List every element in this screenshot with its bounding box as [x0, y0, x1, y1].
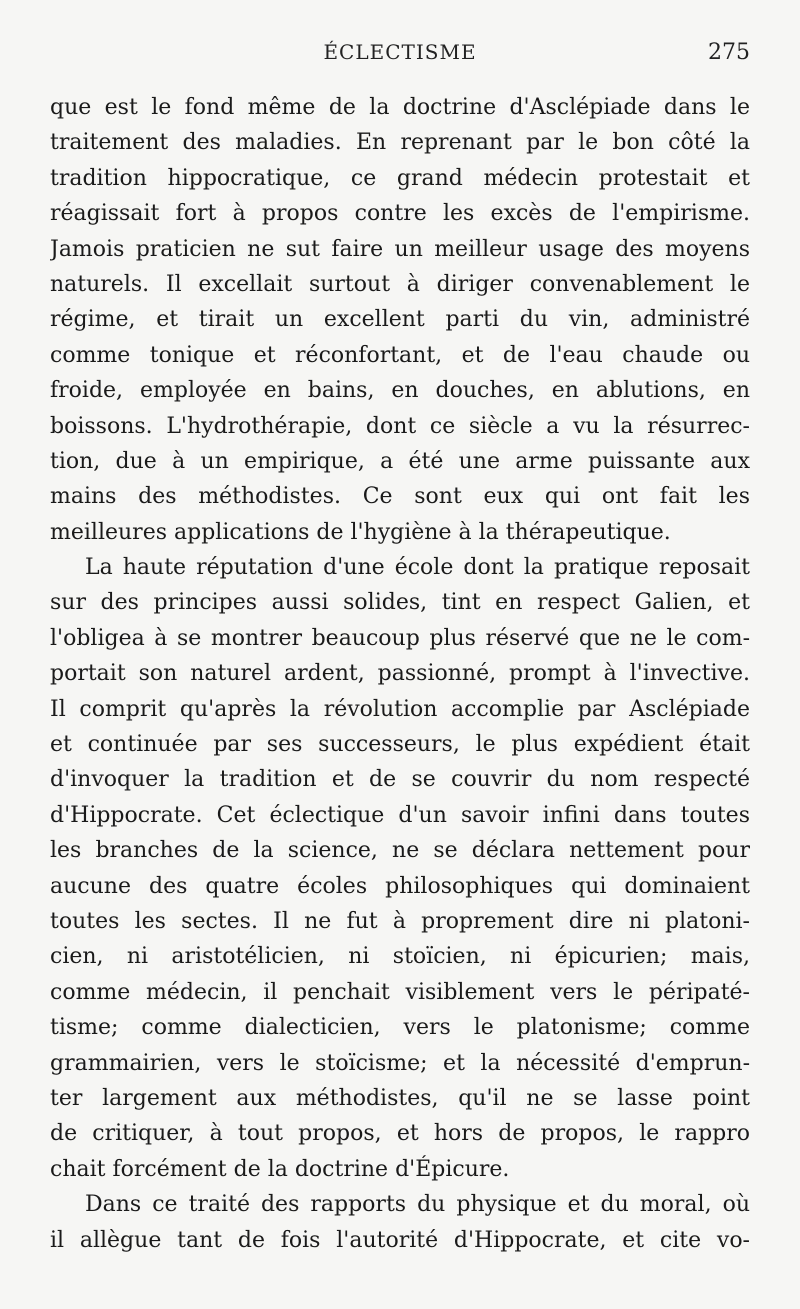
- text-line: toutes les sectes. Il ne fut à proprement dire ni platoni-: [50, 908, 750, 934]
- text-line: et continuée par ses successeurs, le plus expédient était: [50, 732, 750, 758]
- text-line: grammairien, vers le stoïcisme; et la nécessité d'emprun-: [50, 1050, 750, 1076]
- text-line: tradition hippocratique, ce grand médecin protestait et: [50, 165, 750, 191]
- text-line: Dans ce traité des rapports du physique et du moral, où: [85, 1192, 750, 1218]
- text-line: aucune des quatre écoles philosophiques qui dominaient: [50, 873, 750, 899]
- running-head: ÉCLECTISME: [323, 40, 477, 64]
- text-line: boissons. L'hydrothérapie, dont ce siècle a vu la résurrec-: [50, 413, 750, 439]
- text-line: les branches de la science, ne se déclara nettement pour: [50, 838, 750, 864]
- text-line: naturels. Il excellait surtout à diriger convenablement le: [50, 271, 750, 297]
- text-line: sur des principes aussi solides, tint en respect Galien, et: [50, 590, 750, 616]
- page-header: [50, 40, 750, 80]
- text-line: de critiquer, à tout propos, et hors de propos, le rappro: [50, 1121, 750, 1147]
- text-line: d'Hippocrate. Cet éclectique d'un savoir infini dans toutes: [50, 802, 750, 828]
- text-line: traitement des maladies. En reprenant par le bon côté la: [50, 130, 750, 156]
- text-line: comme tonique et réconfortant, et de l'eau chaude ou: [50, 342, 750, 368]
- text-line: tion, due à un empirique, a été une arme puissante aux: [50, 448, 750, 474]
- text-line: que est le fond même de la doctrine d'Asclépiade dans le: [50, 95, 750, 120]
- text-line: mains des méthodistes. Ce sont eux qui ont fait les: [50, 484, 750, 510]
- text-line: chait forcément de la doctrine d'Épicure.: [50, 1156, 510, 1182]
- text-line: régime, et tirait un excellent parti du vin, administré: [50, 307, 750, 333]
- text-line: réagissait fort à propos contre les excès de l'empirisme.: [50, 201, 750, 227]
- text-line: ter largement aux méthodistes, qu'il ne se lasse point: [50, 1085, 750, 1111]
- text-line: La haute réputation d'une école dont la pratique reposait: [85, 555, 750, 581]
- text-line: portait son naturel ardent, passionné, prompt à l'invective.: [50, 661, 750, 687]
- text-line: Jamois praticien ne sut faire un meilleur usage des moyens: [50, 236, 750, 262]
- text-line: l'obligea à se montrer beaucoup plus réservé que ne le com-: [50, 625, 750, 651]
- text-line: Il comprit qu'après la révolution accomplie par Asclépiade: [50, 696, 750, 722]
- text-line: tisme; comme dialecticien, vers le platonisme; comme: [50, 1015, 750, 1041]
- page-number: 275: [708, 40, 750, 65]
- text-line: d'invoquer la tradition et de se couvrir du nom respecté: [50, 767, 750, 793]
- text-line: cien, ni aristotélicien, ni stoïcien, ni épicurien; mais,: [50, 944, 750, 970]
- text-line: il allègue tant de fois l'autorité d'Hippocrate, et cite vo-: [50, 1227, 750, 1253]
- text-line: meilleures applications de l'hygiène à la thérapeutique.: [50, 519, 671, 545]
- body-text: [50, 90, 750, 1258]
- text-line: froide, employée en bains, en douches, en ablutions, en: [50, 378, 750, 404]
- text-line: comme médecin, il penchait visiblement vers le péripaté-: [50, 979, 750, 1005]
